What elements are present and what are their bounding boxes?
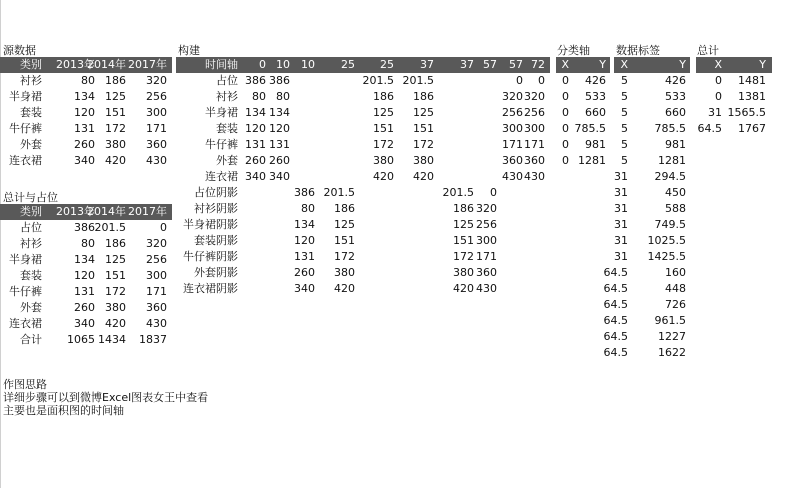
table-row xyxy=(556,121,610,137)
table-cell: 430 xyxy=(146,154,167,167)
table-cell: 260 xyxy=(269,154,290,167)
table-cell: 186 xyxy=(105,237,126,250)
table-cell: 1622 xyxy=(658,346,686,359)
table-row xyxy=(696,89,772,105)
table-row xyxy=(0,268,172,284)
header-cell: 2017年 xyxy=(128,58,167,71)
table-cell: 1281 xyxy=(658,154,686,167)
table-cell: 360 xyxy=(146,301,167,314)
table-cell: 连衣裙 xyxy=(9,154,42,167)
table-cell: 套装阴影 xyxy=(194,234,238,247)
table-cell: 外套 xyxy=(20,138,42,151)
table-cell: 120 xyxy=(74,106,95,119)
table-cell: 31 xyxy=(708,106,722,119)
table-cell: 连衣裙 xyxy=(9,317,42,330)
table-cell: 320 xyxy=(476,202,497,215)
table-cell: 0 xyxy=(490,186,497,199)
table-cell: 294.5 xyxy=(654,170,686,183)
table-cell: 151 xyxy=(105,269,126,282)
table-cell: 171 xyxy=(502,138,523,151)
table-row xyxy=(614,121,690,137)
table-row xyxy=(614,169,690,185)
table-row xyxy=(603,297,690,313)
table-cell: 31 xyxy=(614,186,628,199)
table-cell: 785.5 xyxy=(574,122,606,135)
table-cell: 125 xyxy=(105,253,126,266)
table-row xyxy=(0,284,172,300)
table-cell: 占位 xyxy=(216,74,238,87)
table-cell: 衬衫 xyxy=(20,237,42,250)
table-cell: 171 xyxy=(524,138,545,151)
table-row xyxy=(603,265,690,281)
notes-line: 主要也是面积图的时间轴 xyxy=(3,404,124,417)
table-cell: 134 xyxy=(245,106,266,119)
table-cell: 牛仔裤 xyxy=(205,138,238,151)
table-cell: 1481 xyxy=(738,74,766,87)
table-row xyxy=(176,217,550,233)
table-cell: 占位 xyxy=(20,221,42,234)
table-row xyxy=(176,281,550,297)
table-cell: 125 xyxy=(373,106,394,119)
notes-title: 作图思路 xyxy=(3,378,47,391)
table-cell: 半身裙 xyxy=(9,90,42,103)
table-cell: 186 xyxy=(413,90,434,103)
table-row xyxy=(614,233,690,249)
table-cell: 340 xyxy=(74,154,95,167)
table-cell: 320 xyxy=(502,90,523,103)
table-cell: 131 xyxy=(269,138,290,151)
table-cell: 186 xyxy=(453,202,474,215)
table-cell: 120 xyxy=(74,269,95,282)
table-cell: 1565.5 xyxy=(727,106,766,119)
table-cell: 131 xyxy=(245,138,266,151)
table-cell: 5 xyxy=(621,154,628,167)
table-cell: 套装 xyxy=(20,106,42,119)
header-cell: 2014年 xyxy=(87,58,126,71)
table-cell: 320 xyxy=(146,237,167,250)
table-cell: 340 xyxy=(294,282,315,295)
table-cell: 151 xyxy=(413,122,434,135)
table-cell: 125 xyxy=(413,106,434,119)
table-cell: 171 xyxy=(476,250,497,263)
header-cell: 57 xyxy=(483,58,497,71)
header-cell: 72 xyxy=(531,58,545,71)
table-cell: 151 xyxy=(334,234,355,247)
table-header xyxy=(614,57,690,73)
table-cell: 360 xyxy=(476,266,497,279)
table-cell: 120 xyxy=(269,122,290,135)
table-cell: 1281 xyxy=(578,154,606,167)
table-cell: 533 xyxy=(665,90,686,103)
table-cell: 260 xyxy=(74,301,95,314)
table-cell: 660 xyxy=(585,106,606,119)
table-cell: 125 xyxy=(334,218,355,231)
table-cell: 套装 xyxy=(216,122,238,135)
build-table xyxy=(176,57,550,297)
table-row xyxy=(176,201,550,217)
table-cell: 外套 xyxy=(216,154,238,167)
table-row xyxy=(0,137,172,153)
table-cell: 256 xyxy=(146,90,167,103)
table-cell: 172 xyxy=(373,138,394,151)
table-row xyxy=(614,153,690,169)
table-cell: 合计 xyxy=(20,333,42,346)
table-cell: 380 xyxy=(334,266,355,279)
header-cell: X xyxy=(620,58,628,71)
table-row xyxy=(0,121,172,137)
header-cell: X xyxy=(561,58,569,71)
table-cell: 125 xyxy=(105,90,126,103)
table-cell: 300 xyxy=(502,122,523,135)
table-cell: 186 xyxy=(373,90,394,103)
table-cell: 151 xyxy=(453,234,474,247)
table-row xyxy=(0,332,172,348)
data-labels-title: 数据标签 xyxy=(616,44,660,57)
header-cell: Y xyxy=(759,58,766,71)
table-cell: 131 xyxy=(294,250,315,263)
table-cell: 131 xyxy=(74,122,95,135)
table-cell: 64.5 xyxy=(697,122,722,135)
header-cell: 2014年 xyxy=(87,205,126,218)
table-row xyxy=(176,249,550,265)
table-cell: 981 xyxy=(585,138,606,151)
header-cell: 25 xyxy=(380,58,394,71)
table-row xyxy=(614,249,690,265)
table-cell: 448 xyxy=(665,282,686,295)
table-cell: 125 xyxy=(453,218,474,231)
table-cell: 1025.5 xyxy=(647,234,686,247)
table-cell: 320 xyxy=(146,74,167,87)
table-row xyxy=(0,220,172,236)
table-cell: 134 xyxy=(269,106,290,119)
table-cell: 0 xyxy=(562,74,569,87)
table-row xyxy=(0,73,172,89)
table-row xyxy=(614,73,690,89)
header-cell: Y xyxy=(599,58,606,71)
table-cell: 31 xyxy=(614,218,628,231)
table-cell: 420 xyxy=(413,170,434,183)
table-cell: 201.5 xyxy=(442,186,474,199)
table-cell: 201.5 xyxy=(362,74,394,87)
table-cell: 172 xyxy=(334,250,355,263)
category-axis-table xyxy=(556,57,610,169)
table-cell: 340 xyxy=(74,317,95,330)
table-cell: 1837 xyxy=(139,333,167,346)
table-cell: 衬衫 xyxy=(20,74,42,87)
table-cell: 151 xyxy=(373,122,394,135)
table-row xyxy=(176,121,550,137)
table-header xyxy=(0,204,172,220)
table-cell: 380 xyxy=(413,154,434,167)
build-title: 构建 xyxy=(178,44,200,57)
table-cell: 749.5 xyxy=(654,218,686,231)
table-cell: 占位阴影 xyxy=(194,186,238,199)
header-cell: 37 xyxy=(420,58,434,71)
table-cell: 256 xyxy=(502,106,523,119)
table-cell: 300 xyxy=(146,106,167,119)
total-and-placeholder-title: 总计与占位 xyxy=(3,191,58,204)
table-row xyxy=(0,105,172,121)
table-row xyxy=(176,233,550,249)
table-cell: 300 xyxy=(476,234,497,247)
table-cell: 80 xyxy=(276,90,290,103)
table-cell: 300 xyxy=(146,269,167,282)
table-cell: 1767 xyxy=(738,122,766,135)
table-row xyxy=(0,236,172,252)
table-cell: 131 xyxy=(74,285,95,298)
table-cell: 0 xyxy=(715,74,722,87)
table-cell: 64.5 xyxy=(603,282,628,295)
table-cell: 0 xyxy=(715,90,722,103)
table-cell: 785.5 xyxy=(654,122,686,135)
table-cell: 172 xyxy=(105,122,126,135)
table-cell: 201.5 xyxy=(94,221,126,234)
table-header xyxy=(0,57,172,73)
total-placeholder-table xyxy=(0,204,172,348)
table-cell: 外套 xyxy=(20,301,42,314)
table-cell: 360 xyxy=(146,138,167,151)
header-cell: 2013年 xyxy=(56,205,95,218)
table-row xyxy=(0,300,172,316)
table-row xyxy=(614,137,690,153)
table-cell: 981 xyxy=(665,138,686,151)
table-cell: 套装 xyxy=(20,269,42,282)
table-cell: 450 xyxy=(665,186,686,199)
table-cell: 172 xyxy=(105,285,126,298)
table-cell: 120 xyxy=(245,122,266,135)
table-cell: 201.5 xyxy=(402,74,434,87)
header-cell: Y xyxy=(679,58,686,71)
table-cell: 340 xyxy=(269,170,290,183)
table-cell: 0 xyxy=(160,221,167,234)
table-row xyxy=(176,89,550,105)
source-data-table xyxy=(0,57,172,169)
table-cell: 134 xyxy=(294,218,315,231)
table-cell: 340 xyxy=(245,170,266,183)
table-cell: 420 xyxy=(453,282,474,295)
table-cell: 201.5 xyxy=(323,186,355,199)
table-cell: 1381 xyxy=(738,90,766,103)
table-row xyxy=(556,73,610,89)
header-cell: 37 xyxy=(460,58,474,71)
table-row xyxy=(176,137,550,153)
table-cell: 64.5 xyxy=(603,266,628,279)
table-cell: 386 xyxy=(74,221,95,234)
table-cell: 420 xyxy=(105,317,126,330)
table-cell: 160 xyxy=(665,266,686,279)
table-cell: 386 xyxy=(245,74,266,87)
header-cell: 10 xyxy=(301,58,315,71)
table-cell: 256 xyxy=(524,106,545,119)
table-cell: 300 xyxy=(524,122,545,135)
table-cell: 牛仔裤 xyxy=(9,285,42,298)
table-cell: 80 xyxy=(252,90,266,103)
table-cell: 5 xyxy=(621,138,628,151)
table-row xyxy=(176,265,550,281)
table-cell: 半身裙阴影 xyxy=(183,218,238,231)
table-cell: 64.5 xyxy=(603,298,628,311)
table-cell: 171 xyxy=(146,122,167,135)
table-cell: 64.5 xyxy=(603,314,628,327)
table-row xyxy=(176,185,550,201)
table-cell: 430 xyxy=(146,317,167,330)
header-cell: 时间轴 xyxy=(205,58,238,71)
table-row xyxy=(556,89,610,105)
table-row xyxy=(614,201,690,217)
table-row xyxy=(556,137,610,153)
table-header xyxy=(176,57,550,73)
source-data-title: 源数据 xyxy=(3,44,36,57)
category-axis-title: 分类轴 xyxy=(557,44,590,57)
table-cell: 80 xyxy=(81,74,95,87)
table-cell: 360 xyxy=(524,154,545,167)
table-row xyxy=(176,153,550,169)
table-cell: 726 xyxy=(665,298,686,311)
table-cell: 1434 xyxy=(98,333,126,346)
table-header xyxy=(556,57,610,73)
table-row xyxy=(603,345,690,361)
table-row xyxy=(614,89,690,105)
table-cell: 0 xyxy=(562,138,569,151)
table-row xyxy=(614,105,690,121)
table-cell: 0 xyxy=(562,106,569,119)
table-row xyxy=(556,105,610,121)
table-cell: 31 xyxy=(614,202,628,215)
data-labels-table xyxy=(603,57,690,361)
table-cell: 连衣裙 xyxy=(205,170,238,183)
table-cell: 380 xyxy=(373,154,394,167)
header-cell: 2013年 xyxy=(56,58,95,71)
table-cell: 0 xyxy=(562,90,569,103)
table-cell: 380 xyxy=(105,301,126,314)
table-cell: 186 xyxy=(334,202,355,215)
table-cell: 134 xyxy=(74,90,95,103)
table-cell: 533 xyxy=(585,90,606,103)
notes-line: 详细步骤可以到微博Excel图表女王中查看 xyxy=(3,391,209,404)
table-cell: 151 xyxy=(105,106,126,119)
table-cell: 31 xyxy=(614,234,628,247)
notes xyxy=(3,378,208,417)
table-row xyxy=(696,121,772,137)
table-cell: 172 xyxy=(453,250,474,263)
header-cell: 类别 xyxy=(20,205,42,218)
table-cell: 426 xyxy=(665,74,686,87)
table-cell: 171 xyxy=(146,285,167,298)
table-cell: 连衣裙阴影 xyxy=(183,282,238,295)
table-cell: 386 xyxy=(294,186,315,199)
table-row xyxy=(0,252,172,268)
header-cell: 2017年 xyxy=(128,205,167,218)
table-cell: 衬衫阴影 xyxy=(194,202,238,215)
table-cell: 1227 xyxy=(658,330,686,343)
table-cell: 426 xyxy=(585,74,606,87)
table-cell: 380 xyxy=(105,138,126,151)
table-cell: 80 xyxy=(301,202,315,215)
table-cell: 961.5 xyxy=(654,314,686,327)
table-cell: 31 xyxy=(614,170,628,183)
table-cell: 172 xyxy=(413,138,434,151)
table-cell: 5 xyxy=(621,90,628,103)
table-cell: 64.5 xyxy=(603,346,628,359)
table-cell: 0 xyxy=(516,74,523,87)
table-cell: 0 xyxy=(562,122,569,135)
table-header xyxy=(696,57,772,73)
totals-xy-table xyxy=(696,57,772,137)
table-row xyxy=(0,89,172,105)
table-cell: 256 xyxy=(146,253,167,266)
table-cell: 外套阴影 xyxy=(194,266,238,279)
table-cell: 430 xyxy=(502,170,523,183)
table-cell: 5 xyxy=(621,106,628,119)
table-cell: 420 xyxy=(373,170,394,183)
table-cell: 420 xyxy=(334,282,355,295)
table-cell: 0 xyxy=(562,154,569,167)
header-cell: 类别 xyxy=(20,58,42,71)
table-cell: 186 xyxy=(105,74,126,87)
table-cell: 31 xyxy=(614,250,628,263)
table-cell: 半身裙 xyxy=(205,106,238,119)
table-cell: 386 xyxy=(269,74,290,87)
table-cell: 430 xyxy=(476,282,497,295)
table-cell: 0 xyxy=(538,74,545,87)
table-row xyxy=(614,217,690,233)
table-row xyxy=(614,185,690,201)
table-row xyxy=(556,153,610,169)
header-cell: X xyxy=(714,58,722,71)
table-cell: 1425.5 xyxy=(647,250,686,263)
table-cell: 衬衫 xyxy=(216,90,238,103)
header-cell: 0 xyxy=(259,58,266,71)
table-row xyxy=(696,73,772,89)
table-row xyxy=(176,73,550,89)
table-row xyxy=(603,329,690,345)
table-cell: 80 xyxy=(81,237,95,250)
table-cell: 120 xyxy=(294,234,315,247)
table-cell: 380 xyxy=(453,266,474,279)
table-cell: 牛仔裤 xyxy=(9,122,42,135)
table-cell: 260 xyxy=(74,138,95,151)
table-row xyxy=(0,153,172,169)
table-cell: 1065 xyxy=(67,333,95,346)
header-cell: 25 xyxy=(341,58,355,71)
table-row xyxy=(603,313,690,329)
table-cell: 256 xyxy=(476,218,497,231)
table-row xyxy=(603,281,690,297)
table-cell: 660 xyxy=(665,106,686,119)
header-cell: 10 xyxy=(276,58,290,71)
table-cell: 260 xyxy=(245,154,266,167)
table-cell: 360 xyxy=(502,154,523,167)
table-cell: 134 xyxy=(74,253,95,266)
table-cell: 5 xyxy=(621,74,628,87)
table-row xyxy=(176,169,550,185)
table-row xyxy=(176,105,550,121)
table-cell: 牛仔裤阴影 xyxy=(183,250,238,263)
table-row xyxy=(696,105,772,121)
table-cell: 588 xyxy=(665,202,686,215)
table-row xyxy=(0,316,172,332)
table-cell: 430 xyxy=(524,170,545,183)
total-title: 总计 xyxy=(697,44,719,57)
table-cell: 320 xyxy=(524,90,545,103)
table-cell: 5 xyxy=(621,122,628,135)
header-cell: 57 xyxy=(509,58,523,71)
table-cell: 半身裙 xyxy=(9,253,42,266)
table-cell: 64.5 xyxy=(603,330,628,343)
table-cell: 260 xyxy=(294,266,315,279)
table-cell: 420 xyxy=(105,154,126,167)
